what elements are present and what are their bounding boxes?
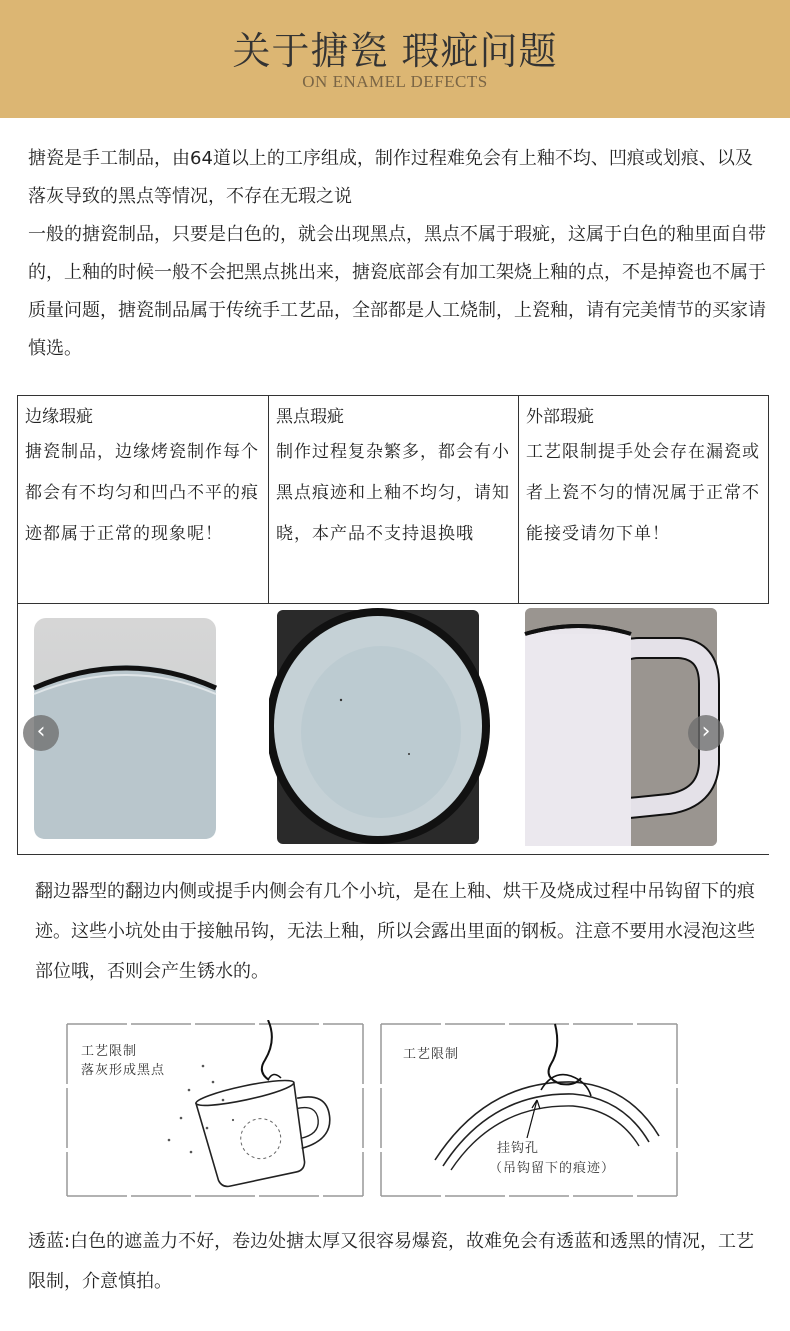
chevron-left-icon[interactable]: ‹ <box>23 715 59 751</box>
defect-text-cell <box>18 396 268 604</box>
defect-description: 工艺限制提手处会存在漏瓷或者上瓷不匀的情况属于正常不能接受请勿下单！ <box>526 442 760 544</box>
defect-column-black-dot <box>269 396 519 854</box>
defect-title: 边缘瑕疵 <box>25 407 93 427</box>
defect-column-exterior <box>519 396 769 854</box>
diagram-label: 工艺限制 <box>81 1044 138 1059</box>
diagram-label: 挂钩孔 <box>497 1141 540 1156</box>
defect-description: 制作过程复杂繁多，都会有小黑点痕迹和上釉不均匀，请知晓，本产品不支持退换哦 <box>276 442 510 544</box>
intro-paragraph-2: 一般的搪瓷制品，只要是白色的，就会出现黑点，黑点不属于瑕疵，这属于白色的釉里面自带的，上釉的时候一般不会把黑点挑出来，搪瓷底部会有加工架烧上釉的点，不是掉瓷也不属于质量问题，搪瓷制品属于传统手工艺品，全部都是人工烧制，上瓷釉，请有完美情节的买家请慎选。 <box>28 224 766 359</box>
hook-marks-paragraph: 翻边器型的翻边内侧或提手内侧会有几个小坑，是在上釉、烘干及烧成过程中吊钩留下的痕迹。这些小坑处由于接触吊钩，无法上釉，所以会露出里面的钢板。注意不要用水浸泡这些部位哦，否则会产生锈水的。 <box>35 881 755 982</box>
diagram-label: （吊钩留下的痕迹） <box>489 1161 616 1176</box>
defect-table <box>17 395 769 855</box>
chevron-right-icon[interactable]: › <box>688 715 724 751</box>
diagram-label: 工艺限制 <box>403 1047 460 1062</box>
diagram-dust-black-dots <box>63 1020 368 1200</box>
enamel-bowl-inside-photo <box>269 604 518 854</box>
enamel-mug-handle-photo <box>519 604 769 854</box>
defect-column-edge <box>18 396 269 854</box>
defect-text-cell <box>269 396 518 604</box>
intro-text <box>28 140 768 368</box>
defect-title: 黑点瑕疵 <box>276 407 344 427</box>
diagram-hook-hole <box>377 1020 682 1200</box>
defect-title: 外部瑕疵 <box>526 407 594 427</box>
intro-paragraph-1: 搪瓷是手工制品，由64道以上的工序组成，制作过程难免会有上釉不均、凹痕或划痕、以及落灰导致的黑点等情况，不存在无瑕之说 <box>28 148 753 207</box>
defect-text-cell <box>519 396 769 604</box>
page-title: 关于搪瓷 瑕疵问题 <box>232 29 558 73</box>
defect-description: 搪瓷制品，边缘烤瓷制作每个都会有不均匀和凹凸不平的痕迹都属于正常的现象呢！ <box>25 442 259 544</box>
diagram-label: 落灰形成黑点 <box>81 1063 166 1078</box>
page-header <box>0 0 790 118</box>
page-subtitle: ON ENAMEL DEFECTS <box>302 72 488 91</box>
blue-show-through-paragraph: 透蓝:白色的遮盖力不好，卷边处搪太厚又很容易爆瓷，故难免会有透蓝和透黑的情况，工艺限制，介意慎拍。 <box>28 1231 755 1292</box>
